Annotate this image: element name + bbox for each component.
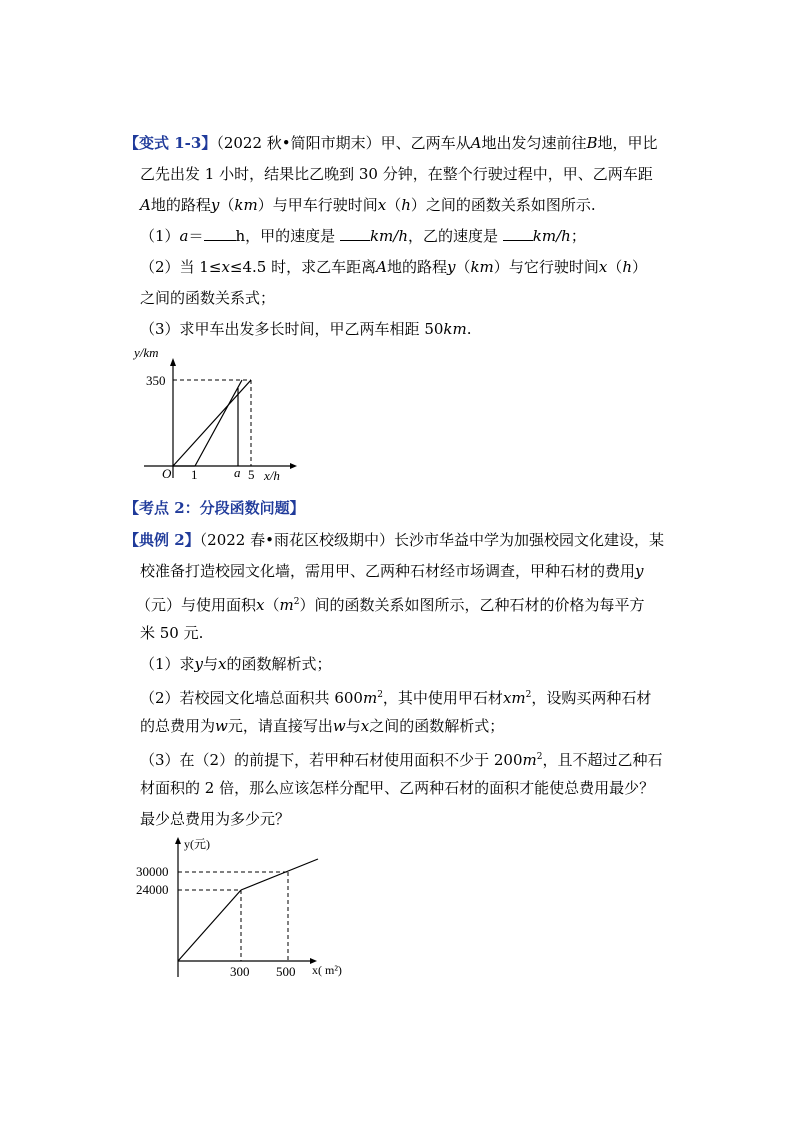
graph2-y-tick-24000: 24000 [136, 882, 169, 897]
problem1-line2: 乙先出发 1 小时，结果比乙晚到 30 分钟，在整个行驶过程中，甲、乙两车距 [140, 165, 653, 183]
problem2-line4: 米 50 元. [140, 624, 204, 642]
graph2-segment-2 [241, 859, 318, 890]
section2-title: 【考点 2：分段函数问题】 [124, 499, 305, 517]
graph2-x-tick-300: 300 [230, 964, 250, 979]
problem2-line3: （元）与使用面积$x(m^2)$间的函数关系如图所示，乙种石材的价格为每平方 [136, 596, 645, 614]
graph2 [130, 830, 370, 985]
problem1-line3: A地的路程y（km）与甲车行驶时间x（h）之间的函数关系如图所示. [140, 196, 596, 214]
problem1-tag: 【变式 1-3】 [124, 134, 217, 152]
problem1-question2-cont: 之间的函数关系式； [140, 289, 276, 307]
graph1-y-label: y/km [134, 345, 159, 360]
problem1-question2: （2）当 1≤x≤4.5 时，求乙车距离A地的路程y（km）与它行驶时间x（h） [140, 258, 647, 276]
problem2-question2: （2）若校园文化墙总面积共 $600m^2$，其中使用甲石材$xm^2$，设购买两种石材 [140, 689, 652, 707]
problem2-question3-cont: 材面积的 2 倍，那么应该怎样分配甲、乙两种石材的面积才能使总费用最少？ [140, 779, 655, 797]
problem2-question3: （3）在（2）的前提下，若甲种石材使用面积不少于 $200m^2$，且不超过乙种石 [140, 751, 663, 769]
graph2-y-tick-30000: 30000 [136, 864, 169, 879]
answer-blank-speed-yi[interactable] [503, 226, 533, 241]
problem2-question3-cont2: 最少总费用为多少元？ [140, 810, 291, 828]
problem1-line1: 【变式 1-3】（2022 秋•简阳市期末）甲、乙两车从A地出发匀速前往B地，甲比 [124, 134, 658, 152]
problem1-question1: （1）a＝ h，甲的速度是 km/h，乙的速度是 km/h； [140, 227, 586, 245]
graph2-y-arrow [175, 837, 181, 844]
graph1-x-label: x/h [264, 468, 280, 483]
problem1-question3: （3）求甲车出发多长时间，甲乙两车相距 50km. [140, 320, 472, 338]
problem2-line1: 【典例 2】（2022 春•雨花区校级期中）长沙市华益中学为加强校园文化建设，某 [124, 531, 664, 549]
graph1-line-yi-out [195, 380, 242, 466]
graph1-x-arrow [290, 463, 297, 469]
graph1-x-tick-5: 5 [248, 467, 255, 482]
problem2-tag: 【典例 2】 [124, 531, 200, 549]
graph1-x-tick-a: a [234, 465, 241, 480]
graph2-y-label: y(元) [184, 837, 210, 851]
problem2-line2: 校准备打造校园文化墙，需用甲、乙两种石材经市场调查，甲种石材的费用y [140, 562, 644, 580]
graph1-x-tick-1: 1 [191, 467, 198, 482]
graph1-line-jia [173, 380, 251, 466]
graph1-y-tick-350: 350 [146, 373, 166, 388]
answer-blank-speed-jia[interactable] [340, 226, 370, 241]
graph2-x-label: x( m²) [312, 963, 342, 977]
graph1 [130, 344, 300, 484]
graph1-origin: O [162, 466, 172, 481]
graph2-segment-1 [178, 890, 241, 961]
problem2-question2-cont: 的总费用为w元，请直接写出w与x之间的函数解析式； [140, 717, 505, 735]
problem2-question1: （1）求y与x的函数解析式； [140, 655, 332, 673]
answer-blank-a[interactable] [204, 226, 236, 241]
graph1-y-arrow [170, 358, 176, 366]
graph2-x-tick-500: 500 [276, 964, 296, 979]
